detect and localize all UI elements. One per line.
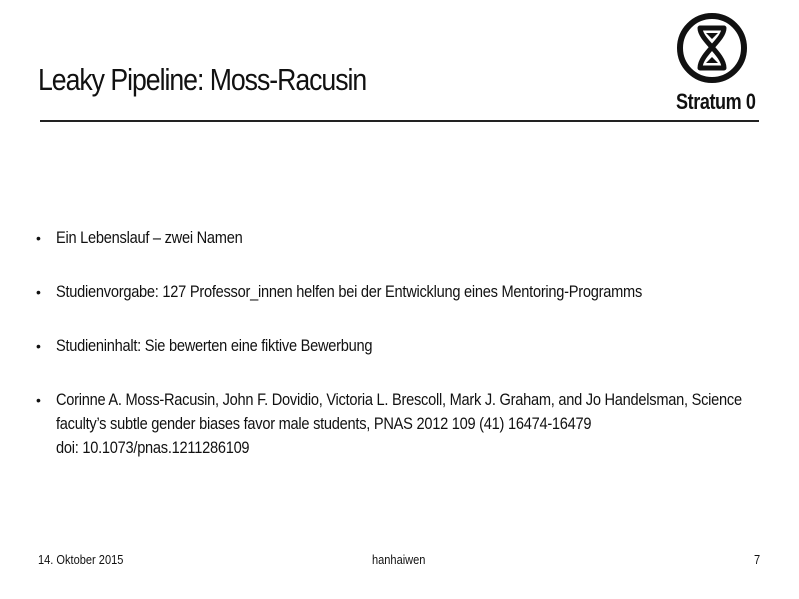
citation-line: Corinne A. Moss-Racusin, John F. Dovidio, Victoria L. Brescoll, Mark J. Graham, and Jo Handelsman, Science	[56, 390, 742, 409]
bullet-item	[36, 334, 776, 358]
citation-doi: doi: 10.1073/pnas.1211286109	[56, 438, 250, 457]
citation-line: faculty’s subtle gender biases favor male students, PNAS 2012 109 (41) 16474-16479	[56, 414, 592, 433]
bullet-dot: •	[36, 392, 41, 408]
footer-date: 14. Oktober 2015	[38, 552, 124, 567]
bullet-list	[36, 226, 776, 490]
slide-title: Leaky Pipeline: Moss-Racusin	[38, 62, 367, 97]
page-number: 7	[754, 552, 761, 567]
bullet-dot: •	[36, 284, 41, 300]
bullet-text: Ein Lebenslauf – zwei Namen	[56, 228, 243, 247]
logo-text: Stratum 0	[676, 89, 756, 114]
title-divider	[40, 120, 759, 122]
bullet-item	[36, 280, 776, 304]
bullet-dot: •	[36, 230, 41, 246]
bullet-item	[36, 226, 776, 250]
footer-author: hanhaiwen	[372, 552, 426, 567]
hourglass-circle-icon	[676, 12, 748, 84]
bullet-text: Studieninhalt: Sie bewerten eine fiktive Bewerbung	[56, 336, 373, 355]
bullet-dot: •	[36, 338, 41, 354]
bullet-text: Studienvorgabe: 127 Professor_innen helfen bei der Entwicklung eines Mentoring-Programms	[56, 282, 643, 301]
bullet-item-citation	[36, 388, 776, 460]
